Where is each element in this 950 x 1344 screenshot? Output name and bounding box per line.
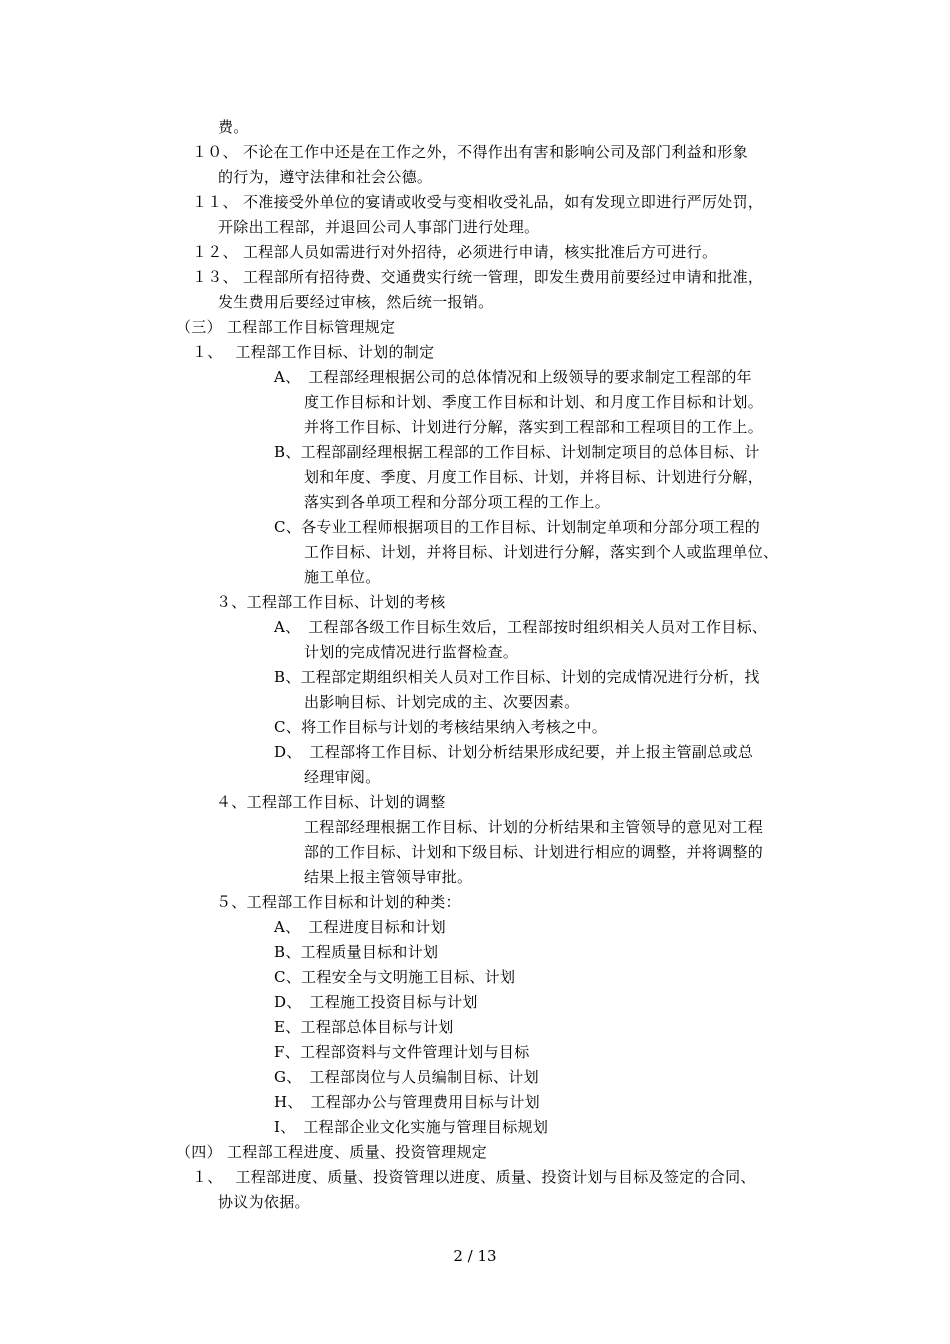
text-line: B、工程质量目标和计划	[274, 943, 439, 961]
text-line: １、 工程部工作目标、计划的制定	[192, 343, 435, 361]
text-line: 并将工作目标、计划进行分解，落实到工程部和工程项目的工作上。	[304, 418, 764, 436]
text-line: 工程部经理根据工作目标、计划的分析结果和主管领导的意见对工程	[304, 818, 764, 836]
text-line: 出影响目标、计划完成的主、次要因素。	[304, 693, 580, 711]
text-line: １０、 不论在工作中还是在工作之外，不得作出有害和影响公司及部门利益和形象	[192, 143, 748, 161]
text-line: １３、 工程部所有招待费、交通费实行统一管理，即发生费用前要经过申请和批准，	[192, 268, 764, 286]
text-line: 划和年度、季度、月度工作目标、计划，并将目标、计划进行分解，	[304, 468, 764, 486]
text-line: F、工程部资料与文件管理计划与目标	[274, 1043, 530, 1061]
text-line: B、工程部副经理根据工程部的工作目标、计划制定项目的总体目标、计	[274, 443, 760, 461]
text-line: B、工程部定期组织相关人员对工作目标、计划的完成情况进行分析，找	[274, 668, 760, 686]
text-line: 工作目标、计划，并将目标、计划进行分解，落实到个人或监理单位、	[304, 543, 779, 561]
text-line: １２、 工程部人员如需进行对外招待，必须进行申请，核实批准后方可进行。	[192, 243, 718, 261]
text-line: D、 工程部将工作目标、计划分析结果形成纪要，并上报主管副总或总	[274, 743, 754, 761]
text-line: １、 工程部进度、质量、投资管理以进度、质量、投资计划与目标及签定的合同、	[192, 1168, 756, 1186]
text-line: ５、工程部工作目标和计划的种类：	[216, 893, 461, 911]
text-line: H、 工程部办公与管理费用目标与计划	[274, 1093, 540, 1111]
text-line: C、工程安全与文明施工目标、计划	[274, 968, 516, 986]
text-line: E、工程部总体目标与计划	[274, 1018, 454, 1036]
text-line: I、 工程部企业文化实施与管理目标规划	[274, 1118, 549, 1136]
text-line: ３、工程部工作目标、计划的考核	[216, 593, 446, 611]
text-line: 开除出工程部，并退回公司人事部门进行处理。	[218, 218, 540, 236]
text-line: 计划的完成情况进行监督检查。	[304, 643, 519, 661]
text-line: 落实到各单项工程和分部分项工程的工作上。	[304, 493, 611, 511]
text-line: D、 工程施工投资目标与计划	[274, 993, 478, 1011]
text-line: 的行为，遵守法律和社会公德。	[218, 168, 433, 186]
text-line: 经理审阅。	[304, 768, 381, 786]
section-heading: （三） 工程部工作目标管理规定	[176, 318, 396, 336]
text-line: 结果上报主管领导审批。	[304, 868, 473, 886]
text-line: C、将工作目标与计划的考核结果纳入考核之中。	[274, 718, 608, 736]
text-line: A、 工程部各级工作目标生效后，工程部按时组织相关人员对工作目标、	[274, 618, 768, 636]
text-line: 部的工作目标、计划和下级目标、计划进行相应的调整，并将调整的	[304, 843, 764, 861]
text-line: A、 工程部经理根据公司的总体情况和上级领导的要求制定工程部的年	[274, 368, 752, 386]
text-line: G、 工程部岗位与人员编制目标、计划	[274, 1068, 539, 1086]
section-heading: （四） 工程部工程进度、质量、投资管理规定	[176, 1143, 488, 1161]
text-line: ４、工程部工作目标、计划的调整	[216, 793, 446, 811]
text-line: A、 工程进度目标和计划	[274, 918, 446, 936]
text-line: 协议为依据。	[218, 1193, 310, 1211]
text-line: １１、 不准接受外单位的宴请或收受与变相收受礼品，如有发现立即进行严厉处罚，	[192, 193, 764, 211]
text-line: 发生费用后要经过审核，然后统一报销。	[218, 293, 494, 311]
text-line: 费。	[218, 118, 249, 136]
text-line: C、各专业工程师根据项目的工作目标、计划制定单项和分部分项工程的	[274, 518, 761, 536]
text-line: 施工单位。	[304, 568, 381, 586]
text-line: 度工作目标和计划、季度工作目标和计划、和月度工作目标和计划。	[304, 393, 764, 411]
page-number: 2 / 13	[453, 1247, 497, 1265]
